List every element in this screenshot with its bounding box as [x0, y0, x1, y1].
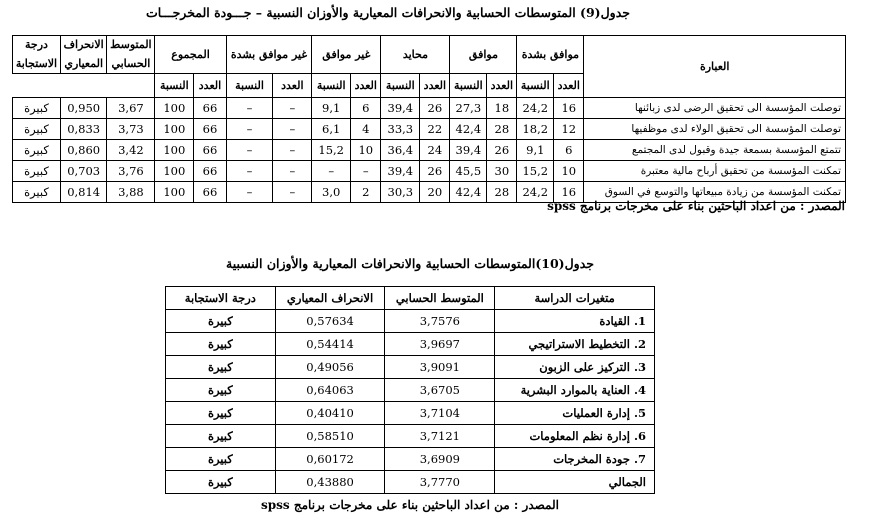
cell: –: [273, 182, 312, 203]
cell: –: [351, 161, 381, 182]
cell: 66: [194, 98, 226, 119]
table10: [165, 286, 655, 494]
table-row: [166, 310, 655, 333]
cell: 6: [554, 140, 584, 161]
std-cell: 0,703: [60, 161, 106, 182]
table10-title: جدول(10)المتوسطات الحسابية والانحرافات المعيارية والأوزان النسبية: [226, 256, 594, 271]
cell: 9,1: [312, 98, 351, 119]
cell: 24,2: [517, 182, 554, 203]
header-std: الانحراف المعياري: [60, 36, 106, 74]
table-row: [13, 98, 846, 119]
std-cell: 0,54414: [275, 333, 385, 356]
cell: 15,2: [517, 161, 554, 182]
header-strongly-disagree: غير موافق بشدة: [226, 36, 312, 74]
std-cell: 0,833: [60, 119, 106, 140]
cell: 27,3: [450, 98, 487, 119]
degree-cell: كبيرة: [166, 356, 276, 379]
statement-cell: تمكنت المؤسسة من تحقيق أرباح مالية معتبرة: [584, 161, 846, 182]
cell: 10: [351, 140, 381, 161]
cell: 100: [155, 161, 194, 182]
subheader-count: العدد: [554, 74, 584, 98]
cell: –: [273, 119, 312, 140]
cell: 24: [420, 140, 450, 161]
cell: 33,3: [381, 119, 420, 140]
cell: 6: [351, 98, 381, 119]
cell: 18,2: [517, 119, 554, 140]
cell: 66: [194, 182, 226, 203]
variable-cell: 5. إدارة العمليات: [495, 402, 655, 425]
subheader-percent: النسبة: [381, 74, 420, 98]
cell: 39,4: [381, 98, 420, 119]
cell: 42,4: [450, 119, 487, 140]
cell: 12: [554, 119, 584, 140]
subheader-percent: النسبة: [226, 74, 273, 98]
cell: 16: [554, 98, 584, 119]
cell: 100: [155, 119, 194, 140]
cell: –: [312, 161, 351, 182]
degree-cell: كبيرة: [13, 119, 61, 140]
statement-cell: توصلت المؤسسة الى تحقيق الولاء لدى موظفيها: [584, 119, 846, 140]
subheader-percent: النسبة: [312, 74, 351, 98]
std-cell: 0,49056: [275, 356, 385, 379]
cell: 10: [554, 161, 584, 182]
table10-source: المصدر : من اعداد الباحثين بناء على مخرجات برنامج spss: [261, 498, 559, 512]
mean-cell: 3,7104: [385, 402, 495, 425]
cell: 26: [487, 140, 517, 161]
cell: 18: [487, 98, 517, 119]
table-row: [166, 471, 655, 494]
cell: 66: [194, 119, 226, 140]
cell: 30: [487, 161, 517, 182]
mean-cell: 3,73: [107, 119, 155, 140]
statement-cell: تمكنت المؤسسة من زيادة مبيعاتها والتوسع في السوق: [584, 182, 846, 203]
cell: 30,3: [381, 182, 420, 203]
cell: 28: [487, 182, 517, 203]
mean-cell: 3,76: [107, 161, 155, 182]
std-cell: 0,58510: [275, 425, 385, 448]
variable-cell: 2. التخطيط الاستراتيجي: [495, 333, 655, 356]
cell: –: [273, 98, 312, 119]
cell: –: [273, 140, 312, 161]
cell: 100: [155, 182, 194, 203]
statement-cell: توصلت المؤسسة الى تحقيق الرضى لدى زبائنها: [584, 98, 846, 119]
cell: 9,1: [517, 140, 554, 161]
cell: 15,2: [312, 140, 351, 161]
mean-cell: 3,67: [107, 98, 155, 119]
header-variable: متغيرات الدراسة: [495, 287, 655, 310]
cell: –: [226, 161, 273, 182]
subheader-count: العدد: [194, 74, 226, 98]
table-row: [13, 140, 846, 161]
cell: –: [273, 161, 312, 182]
cell: 26: [420, 161, 450, 182]
degree-cell: كبيرة: [13, 161, 61, 182]
header-degree: درجة الاستجابة: [166, 287, 276, 310]
header-strongly-agree: موافق بشدة: [517, 36, 584, 74]
cell: 2: [351, 182, 381, 203]
table-row: [166, 379, 655, 402]
mean-cell: 3,6705: [385, 379, 495, 402]
cell: –: [226, 140, 273, 161]
cell: 24,2: [517, 98, 554, 119]
mean-cell: 3,7121: [385, 425, 495, 448]
subheader-percent: النسبة: [155, 74, 194, 98]
degree-cell: كبيرة: [166, 448, 276, 471]
header-mean: المتوسط الحسابي: [107, 36, 155, 74]
cell: 4: [351, 119, 381, 140]
mean-cell: 3,9091: [385, 356, 495, 379]
cell: 36,4: [381, 140, 420, 161]
degree-cell: كبيرة: [166, 333, 276, 356]
cell: 16: [554, 182, 584, 203]
table9: [12, 35, 846, 203]
variable-cell: الجمالي: [495, 471, 655, 494]
cell: 39,4: [450, 140, 487, 161]
subheader-percent: النسبة: [517, 74, 554, 98]
header-std: الانحراف المعياري: [275, 287, 385, 310]
variable-cell: 6. إدارة نظم المعلومات: [495, 425, 655, 448]
cell: –: [226, 182, 273, 203]
std-cell: 0,950: [60, 98, 106, 119]
table9-source: المصدر : من اعداد الباحثين بناء على مخرجات برنامج spss: [547, 199, 845, 213]
degree-cell: كبيرة: [166, 402, 276, 425]
header-total: المجموع: [155, 36, 226, 74]
subheader-count: العدد: [420, 74, 450, 98]
table-row: [166, 356, 655, 379]
mean-cell: 3,88: [107, 182, 155, 203]
degree-cell: كبيرة: [13, 182, 61, 203]
mean-cell: 3,9697: [385, 333, 495, 356]
degree-cell: كبيرة: [166, 471, 276, 494]
cell: 42,4: [450, 182, 487, 203]
header-agree: موافق: [450, 36, 517, 74]
cell: –: [226, 119, 273, 140]
table9-title: جدول(9) المتوسطات الحسابية والانحرافات المعيارية والأوزان النسبية – جـــودة المخرجـــات: [146, 5, 630, 20]
cell: 6,1: [312, 119, 351, 140]
table-row: [166, 448, 655, 471]
std-cell: 0,60172: [275, 448, 385, 471]
cell: 20: [420, 182, 450, 203]
std-cell: 0,43880: [275, 471, 385, 494]
mean-cell: 3,7576: [385, 310, 495, 333]
header-degree: درجة الاستجابة: [13, 36, 61, 74]
header-disagree: غير موافق: [312, 36, 381, 74]
cell: 22: [420, 119, 450, 140]
table-row: [166, 425, 655, 448]
subheader-percent: النسبة: [450, 74, 487, 98]
table-row: [13, 161, 846, 182]
table-row: [166, 333, 655, 356]
variable-cell: 4. العناية بالموارد البشرية: [495, 379, 655, 402]
cell: 26: [420, 98, 450, 119]
mean-cell: 3,7770: [385, 471, 495, 494]
table-row: [13, 119, 846, 140]
variable-cell: 1. القيادة: [495, 310, 655, 333]
statement-cell: تتمتع المؤسسة بسمعة جيدة وقبول لدى المجتمع: [584, 140, 846, 161]
cell: 100: [155, 140, 194, 161]
mean-cell: 3,42: [107, 140, 155, 161]
cell: 3,0: [312, 182, 351, 203]
degree-cell: كبيرة: [166, 425, 276, 448]
header-neutral: محايد: [381, 36, 450, 74]
cell: –: [226, 98, 273, 119]
cell: 66: [194, 161, 226, 182]
cell: 45,5: [450, 161, 487, 182]
mean-cell: 3,6909: [385, 448, 495, 471]
degree-cell: كبيرة: [166, 310, 276, 333]
std-cell: 0,40410: [275, 402, 385, 425]
subheader-count: العدد: [351, 74, 381, 98]
degree-cell: كبيرة: [166, 379, 276, 402]
variable-cell: 3. التركيز على الزبون: [495, 356, 655, 379]
subheader-count: العدد: [273, 74, 312, 98]
variable-cell: 7. جودة المخرجات: [495, 448, 655, 471]
subheader-count: العدد: [487, 74, 517, 98]
std-cell: 0,57634: [275, 310, 385, 333]
cell: 28: [487, 119, 517, 140]
cell: 39,4: [381, 161, 420, 182]
header-statement: العبارة: [584, 36, 846, 98]
std-cell: 0,814: [60, 182, 106, 203]
cell: 100: [155, 98, 194, 119]
cell: 66: [194, 140, 226, 161]
header-mean: المتوسط الحسابي: [385, 287, 495, 310]
table-row: [166, 402, 655, 425]
std-cell: 0,860: [60, 140, 106, 161]
degree-cell: كبيرة: [13, 98, 61, 119]
std-cell: 0,64063: [275, 379, 385, 402]
degree-cell: كبيرة: [13, 140, 61, 161]
